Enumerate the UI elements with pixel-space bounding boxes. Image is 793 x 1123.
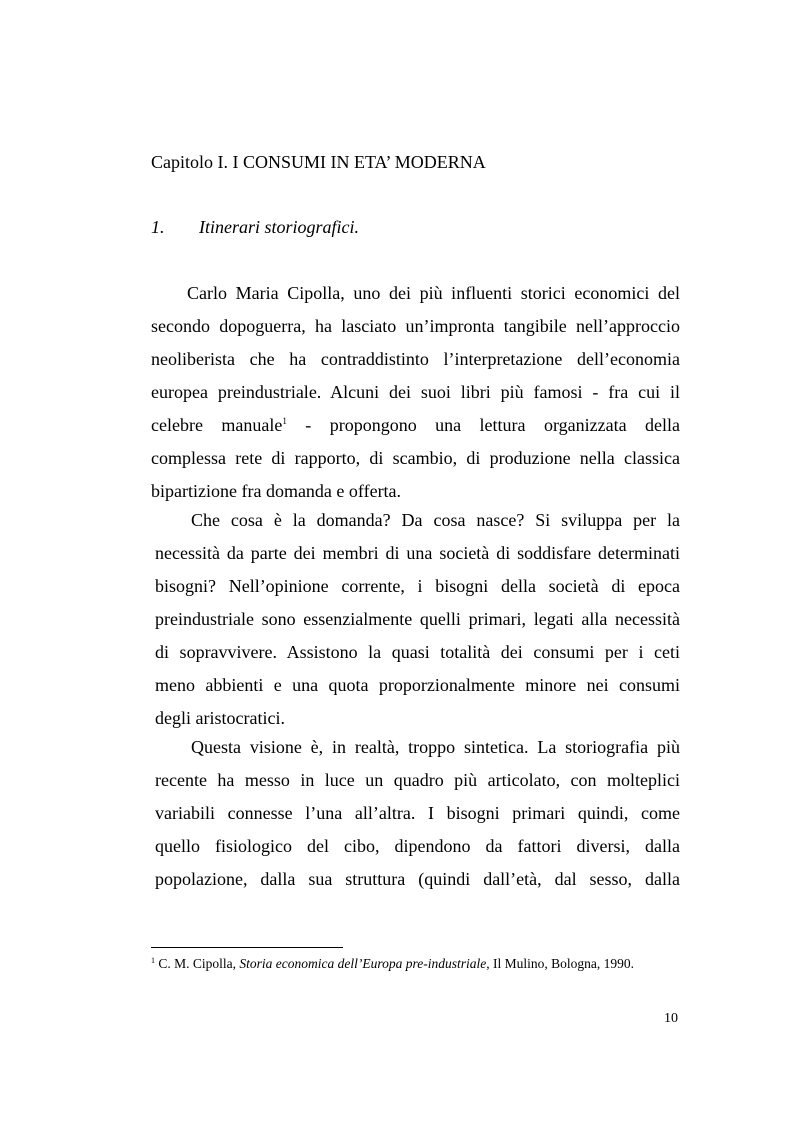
footnote-reference: 1: [282, 416, 287, 426]
paragraph-3-line-2: recente ha messo in luce un quadro più articolato, con molteplici: [155, 770, 680, 790]
paragraph-1-line-2: secondo dopoguerra, ha lasciato un’impronta tangibile nell’approccio: [151, 316, 680, 336]
paragraph-3-line-4: quello fisiologico del cibo, dipendono da fattori diversi, dalla: [155, 836, 680, 856]
footnote: [151, 955, 634, 973]
chapter-title: Capitolo I. I CONSUMI IN ETA’ MODERNA: [151, 152, 486, 172]
footnote-publisher: , Il Mulino, Bologna, 1990.: [486, 956, 634, 971]
paragraph-2-line-7: degli aristocratici.: [155, 708, 285, 728]
paragraph-1-line-1: Carlo Maria Cipolla, uno dei più influenti storici economici del: [187, 283, 680, 303]
paragraph-2-line-2: necessità da parte dei membri di una società di soddisfare determinati: [155, 543, 680, 563]
paragraph-1-line-4: europea preindustriale. Alcuni dei suoi libri più famosi - fra cui il: [151, 382, 680, 402]
paragraph-3-line-5: popolazione, dalla sua struttura (quindi dall’età, dal sesso, dalla: [155, 869, 680, 889]
footnote-work-title: Storia economica dell’Europa pre-industriale: [239, 956, 487, 971]
section-title: Itinerari storiografici.: [199, 217, 360, 237]
section-number: 1.: [151, 217, 165, 237]
paragraph-2-line-1: Che cosa è la domanda? Da cosa nasce? Si sviluppa per la: [191, 510, 680, 530]
paragraph-1-line-5: [151, 413, 680, 437]
paragraph-2-line-3: bisogni? Nell’opinione corrente, i bisogni della società di epoca: [155, 576, 680, 596]
footnote-marker: 1: [151, 956, 155, 965]
paragraph-2-line-4: preindustriale sono essenzialmente quelli primari, legati alla necessità: [155, 609, 680, 629]
footnote-separator: [151, 947, 343, 948]
page-number: 10: [664, 1011, 678, 1026]
paragraph-1-line-5-text: celebre manuale: [151, 415, 283, 435]
paragraph-3-line-3: variabili connesse l’una all’altra. I bisogni primari quindi, come: [155, 803, 680, 823]
paragraph-1-line-3: neoliberista che ha contraddistinto l’interpretazione dell’economia: [151, 349, 680, 369]
paragraph-2-line-6: meno abbienti e una quota proporzionalmente minore nei consumi: [155, 675, 680, 695]
paragraph-1-line-6: complessa rete di rapporto, di scambio, di produzione nella classica: [151, 448, 680, 468]
paragraph-1-line-7: bipartizione fra domanda e offerta.: [151, 481, 402, 501]
section-heading: [151, 215, 359, 239]
paragraph-1-line-5-rest: - propongono una lettura organizzata della: [286, 415, 680, 435]
footnote-author: C. M. Cipolla,: [155, 956, 240, 971]
paragraph-2-line-5: di sopravvivere. Assistono la quasi totalità dei consumi per i ceti: [155, 642, 680, 662]
paragraph-3-line-1: Questa visione è, in realtà, troppo sintetica. La storiografia più: [191, 737, 680, 757]
